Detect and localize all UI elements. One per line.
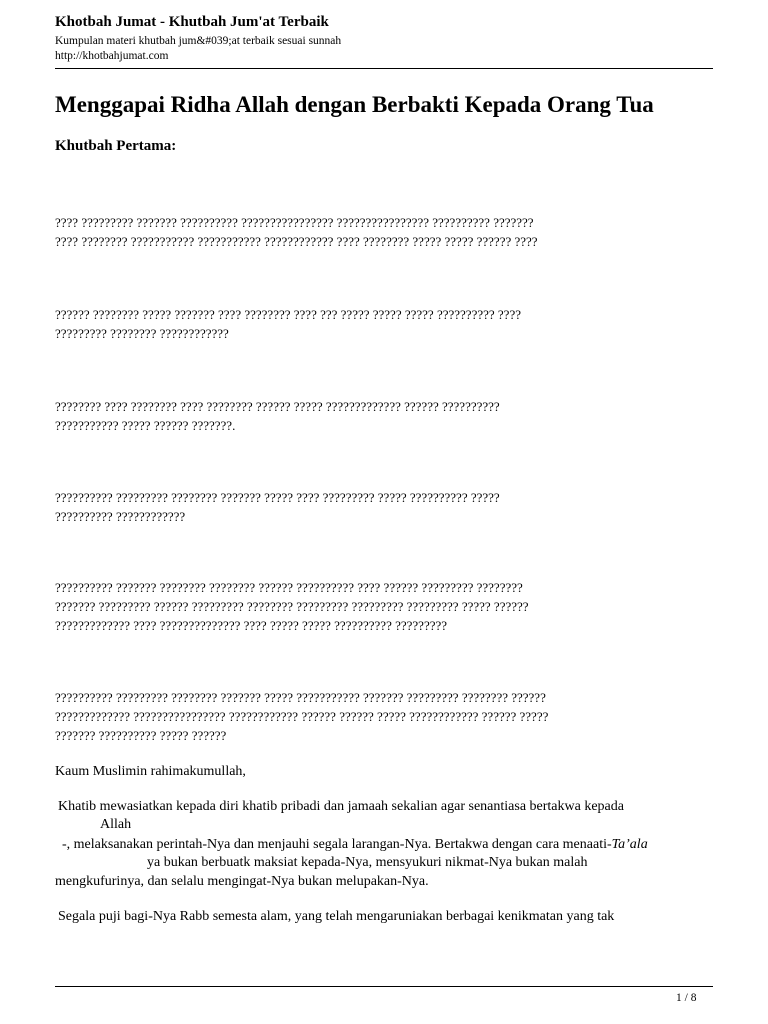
text-line: ????????? ???????? ????????????	[55, 326, 229, 341]
text-line: ?????????? ????????????	[55, 509, 186, 524]
arabic-paragraph	[55, 213, 715, 251]
article-title: Menggapai Ridha Allah dengan Berbakti Kepada Orang Tua	[55, 92, 654, 117]
text-line: ?????????? ????????? ???????? ??????? ????? ???? ????????? ????? ?????????? ?????	[55, 490, 500, 505]
page-number: 1 / 8	[676, 992, 697, 1004]
header-divider	[55, 68, 713, 69]
text-line: ??????? ?????????? ????? ??????	[55, 728, 227, 743]
text-line: ?????? ???????? ????? ??????? ???? ???????? ???? ??? ????? ????? ????? ?????????? ????	[55, 307, 521, 322]
text-line: ???? ???????? ??????????? ??????????? ???????????? ???? ???????? ????? ????? ?????? ????	[55, 234, 538, 249]
text-line: ??????????? ????? ?????? ???????.	[55, 418, 236, 433]
section-heading: Khutbah Pertama:	[55, 138, 177, 154]
site-title: Khotbah Jumat - Khutbah Jum'at Terbaik	[55, 14, 329, 30]
arabic-paragraph	[55, 397, 715, 435]
text-line: ?????????? ????????? ???????? ??????? ????? ??????????? ??????? ????????? ???????? ??????	[55, 690, 546, 705]
exhortation-italic: Ta’ala	[611, 837, 648, 852]
arabic-paragraph	[55, 578, 715, 635]
arabic-paragraph	[55, 305, 715, 343]
greeting-text: Kaum Muslimin rahimakumullah,	[55, 764, 246, 779]
arabic-paragraph	[55, 488, 715, 526]
exhortation-line	[62, 835, 648, 855]
text-line: ???????? ???? ???????? ???? ???????? ?????? ????? ????????????? ?????? ??????????	[55, 399, 500, 414]
text-line: ????????????? ???????????????? ???????????? ?????? ?????? ????? ???????????? ?????? ?????	[55, 709, 549, 724]
site-subtitle: Kumpulan materi khutbah jum&#039;at terbaik sesuai sunnah	[55, 35, 342, 47]
exhortation-line: ya bukan berbuatk maksiat kepada-Nya, mensyukuri nikmat-Nya bukan malah	[147, 855, 588, 870]
exhortation-text: -, melaksanakan perintah-Nya dan menjauhi segala larangan-Nya. Bertakwa dengan cara menaati-	[62, 837, 612, 852]
exhortation-line: Allah	[100, 817, 132, 832]
praise-text: Segala puji bagi-Nya Rabb semesta alam, yang telah mengaruniakan berbagai kenikmatan yang tak	[58, 909, 615, 924]
text-line: ??????? ????????? ?????? ????????? ???????? ????????? ????????? ????????? ????? ??????	[55, 599, 529, 614]
text-line: ???? ????????? ??????? ?????????? ???????????????? ???????????????? ?????????? ???????	[55, 215, 534, 230]
text-line: ?????????? ??????? ???????? ???????? ?????? ?????????? ???? ?????? ????????? ????????	[55, 580, 523, 595]
text-line: ????????????? ???? ?????????????? ???? ????? ????? ?????????? ?????????	[55, 618, 448, 633]
arabic-paragraph	[55, 688, 715, 745]
footer-divider	[55, 986, 713, 987]
site-url[interactable]: http://khotbahjumat.com	[55, 50, 169, 62]
exhortation-line: mengkufurinya, dan selalu mengingat-Nya bukan melupakan-Nya.	[55, 874, 429, 889]
exhortation-line: Khatib mewasiatkan kepada diri khatib pribadi dan jamaah sekalian agar senantiasa bertakwa kepada	[58, 799, 624, 814]
